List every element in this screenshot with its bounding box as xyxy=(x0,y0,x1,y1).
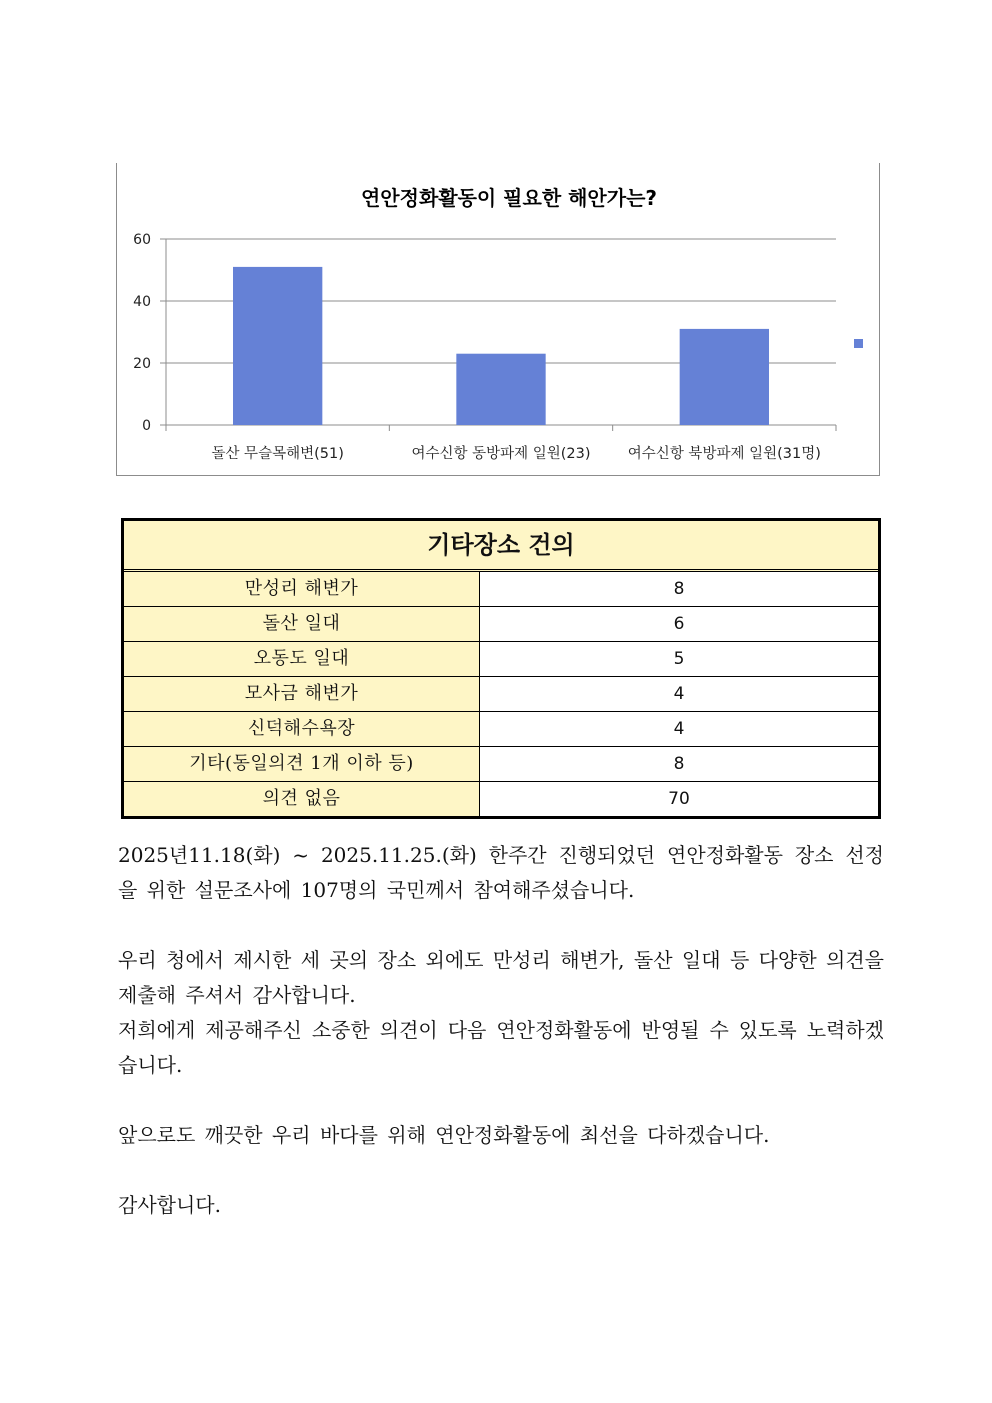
table-cell-location: 기타(동일의견 1개 이하 등) xyxy=(124,747,480,781)
paragraph-reflect-opinions: 저희에게 제공해주신 소중한 의견이 다음 연안정화활동에 반영될 수 있도록 노력하겠습니다. xyxy=(118,1018,884,1077)
table-cell-count: 8 xyxy=(673,754,685,774)
y-tick-label: 20 xyxy=(133,356,151,372)
table-row xyxy=(124,607,878,642)
survey-chart xyxy=(116,163,880,476)
table-row xyxy=(124,712,878,747)
table-row xyxy=(124,782,878,816)
table-cell-count: 4 xyxy=(673,684,685,704)
table-row xyxy=(124,677,878,712)
y-tick-label: 60 xyxy=(133,232,151,248)
table-cell-location: 의견 없음 xyxy=(124,782,480,816)
table-cell-location: 신덕해수욕장 xyxy=(124,712,480,746)
table-cell-location: 돌산 일대 xyxy=(124,607,480,641)
bar xyxy=(680,329,769,425)
paragraph-commitment: 앞으로도 깨끗한 우리 바다를 위해 연안정화활동에 최선을 다하겠습니다. xyxy=(118,1123,770,1147)
table-row xyxy=(124,642,878,677)
chart-title: 연안정화활동이 필요한 해안가는? xyxy=(360,186,658,210)
bar-chart xyxy=(117,163,881,476)
table-cell-count: 8 xyxy=(673,579,685,599)
legend-marker xyxy=(854,339,863,348)
table-cell-location: 모사금 해변가 xyxy=(124,677,480,711)
x-category-label: 여수신항 동방파제 일원(23) xyxy=(411,446,591,462)
paragraph-thanks-opinions: 우리 청에서 제시한 세 곳의 장소 외에도 만성리 해변가, 돌산 일대 등 다양한 의견을 제출해 주셔서 감사합니다. xyxy=(118,948,884,1007)
y-tick-label: 40 xyxy=(133,294,151,310)
y-tick-label: 0 xyxy=(142,418,151,434)
other-locations-table xyxy=(121,518,881,819)
table-cell-location: 오동도 일대 xyxy=(124,642,480,676)
paragraph-closing: 감사합니다. xyxy=(118,1193,221,1217)
x-category-label: 돌산 무슬목해변(51) xyxy=(211,446,344,462)
bar xyxy=(233,267,322,425)
table-row xyxy=(124,572,878,607)
table-cell-location: 만성리 해변가 xyxy=(124,572,480,606)
paragraph-survey-info: 2025년11.18(화) ~ 2025.11.25.(화) 한주간 진행되었던 연안정화활동 장소 선정을 위한 설문조사에 107명의 국민께서 참여해주셨습니다. xyxy=(118,843,884,902)
table-title: 기타장소 건의 xyxy=(124,521,878,572)
table-row xyxy=(124,747,878,782)
bar xyxy=(456,354,545,425)
table-cell-count: 6 xyxy=(673,614,685,634)
table-cell-count: 70 xyxy=(668,789,690,809)
x-category-label: 여수신항 북방파제 일원(31명) xyxy=(627,446,821,462)
table-cell-count: 5 xyxy=(673,649,685,669)
table-cell-count: 4 xyxy=(673,719,685,739)
